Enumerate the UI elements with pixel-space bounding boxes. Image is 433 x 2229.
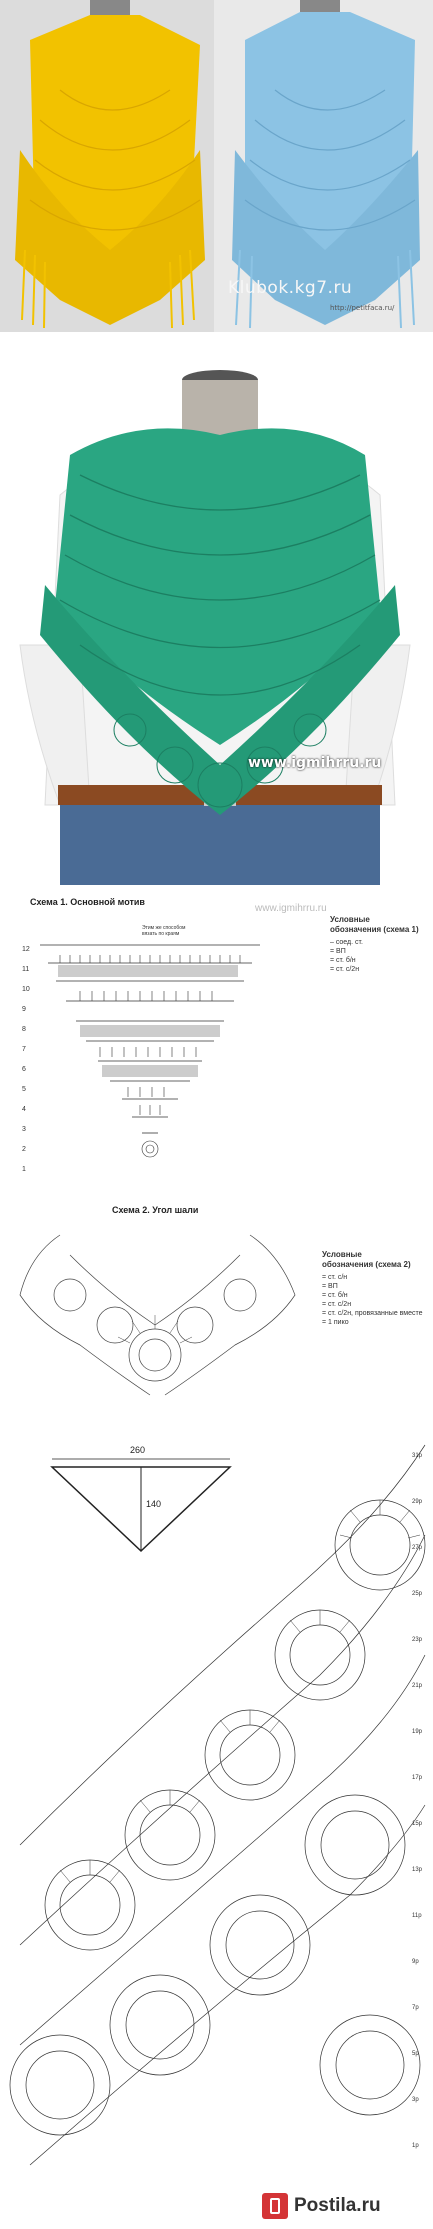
photo-green-shawl	[0, 345, 433, 885]
scheme-1-row-numbers: 12 11 10 9 8 7 6 5 4 3 2 1	[22, 946, 30, 1173]
scheme-2-legend: Условные обозначения (схема 2) = ст. с/н = ВП = ст. б/н = ст. с/2н = ст. с/2н, провязанные вместе = 1 пико	[322, 1250, 423, 1326]
scheme-1-top-note: Этим же способом вязать по краям	[142, 925, 186, 937]
watermark-klubok: Klubok.kg7.ru	[228, 278, 353, 298]
scheme-3-width-label: 260	[130, 1445, 146, 1455]
scheme-2-diagram	[0, 1215, 320, 1415]
green-shawl-photo	[0, 345, 433, 885]
photo-two-shawls	[0, 0, 433, 332]
scheme-3-panel	[0, 1425, 433, 2185]
scheme-3-diagram	[0, 1425, 433, 2185]
watermark-igmihrru: www.igmihrru.ru	[248, 755, 382, 771]
footer	[0, 2185, 433, 2229]
scheme-1-legend: Условные обозначения (схема 1) – соед. ст. = ВП = ст. б/н = ст. с/2н	[330, 915, 419, 973]
postila-brand-link[interactable]: Postila.ru	[294, 2195, 381, 2216]
scheme-1-diagram	[0, 935, 300, 1175]
scheme-3-height-label: 140	[146, 1499, 162, 1509]
scheme-3-row-labels: 31р 29р 27р 25р 23р 21р 19р 17р 15р 13р 11р 9р 7р 5р 3р 1р	[412, 1453, 423, 2149]
scheme-1-panel	[0, 885, 433, 1195]
postila-logo-icon	[262, 2193, 288, 2219]
shawls-photo	[0, 0, 433, 332]
watermark-small: http://petitfaca.ru/	[330, 304, 395, 312]
scheme-1-watermark: www.igmihrru.ru	[255, 903, 327, 914]
scheme-2-title: Схема 2. Угол шали	[112, 1205, 199, 1215]
scheme-1-title: Схема 1. Основной мотив	[30, 897, 145, 907]
scheme-2-panel	[0, 1195, 433, 1425]
